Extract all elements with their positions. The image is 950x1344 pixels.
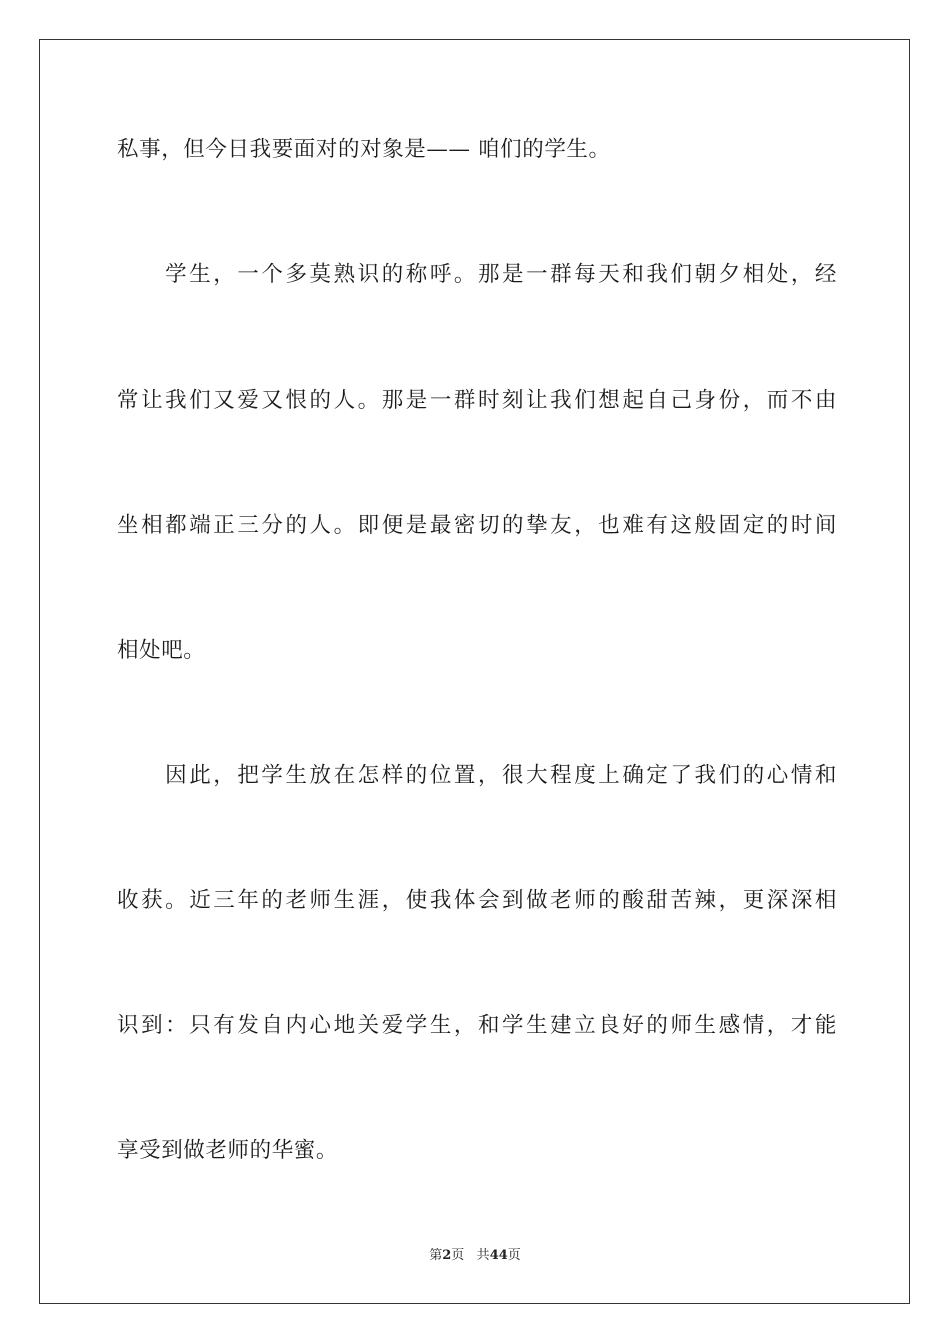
- text-line-4: 坐相都端正三分的人。即便是最密切的挚友，也难有这般固定的时间: [117, 513, 837, 538]
- footer-page-prefix: 第: [429, 1248, 443, 1263]
- footer-page-suffix: 页: [451, 1248, 465, 1263]
- text-line-6: 因此，把学生放在怎样的位置，很大程度上确定了我们的心情和: [117, 763, 837, 788]
- text-line-8: 识到：只有发自内心地关爱学生，和学生建立良好的师生感情，才能: [117, 1013, 837, 1038]
- page-border: [39, 39, 910, 1304]
- text-line-1: 私事，但今日我要面对的对象是—— 咱们的学生。: [117, 137, 611, 162]
- footer-total-pages: 44: [489, 1248, 508, 1263]
- footer-total-prefix: 共: [476, 1248, 490, 1263]
- text-line-2: 学生，一个多莫熟识的称呼。那是一群每天和我们朝夕相处，经: [117, 262, 837, 287]
- text-line-7: 收获。近三年的老师生涯，使我体会到做老师的酸甜苦辣，更深深相: [117, 888, 837, 913]
- text-line-3: 常让我们又爱又恨的人。那是一群时刻让我们想起自己身份，而不由: [117, 388, 837, 413]
- footer-total-suffix: 页: [507, 1248, 521, 1263]
- footer-page-number: 2: [442, 1248, 452, 1263]
- text-line-5: 相处吧。: [117, 638, 206, 663]
- page-footer: [0, 1247, 950, 1265]
- text-line-9: 享受到做老师的华蜜。: [117, 1138, 339, 1163]
